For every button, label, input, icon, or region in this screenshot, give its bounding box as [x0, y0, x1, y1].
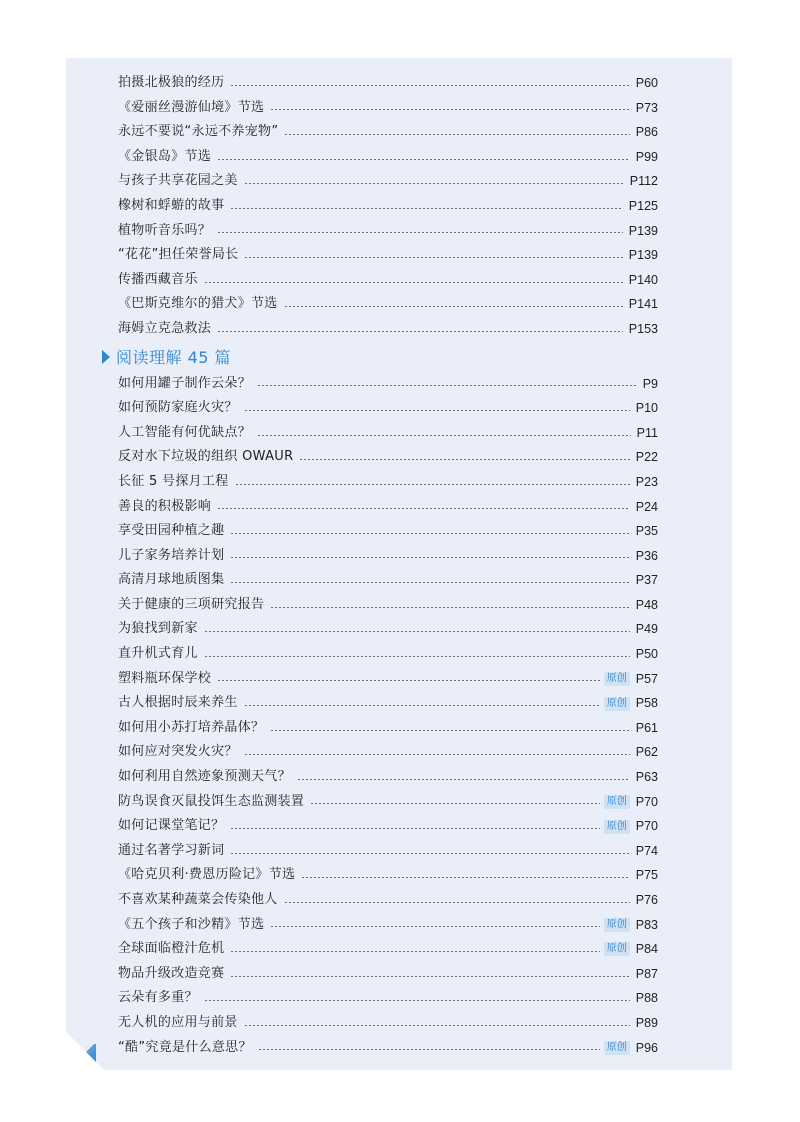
toc-entry-page: P74 — [635, 843, 658, 858]
toc-entry[interactable] — [118, 839, 658, 864]
toc-entry[interactable] — [118, 96, 658, 121]
section-marker-icon — [102, 350, 110, 364]
toc-entry-page: P48 — [635, 597, 658, 612]
reading-entries-list — [118, 372, 658, 1061]
dot-leader — [204, 656, 630, 657]
dot-leader — [217, 680, 600, 681]
toc-entry-page: P50 — [635, 647, 658, 662]
toc-entry-page: P88 — [635, 991, 658, 1006]
original-badge: 原创 — [604, 820, 630, 834]
toc-entry[interactable] — [118, 691, 658, 716]
toc-entry-page: P76 — [635, 893, 658, 907]
toc-entry-page: P86 — [635, 125, 658, 140]
toc-entry-title: 无人机的应用与前景 — [118, 1014, 238, 1030]
dot-leader — [244, 183, 624, 184]
toc-entry[interactable] — [118, 667, 658, 692]
toc-entry-title: 橡树和蜉蝣的故事 — [118, 197, 225, 213]
page-curl-corner — [66, 1032, 104, 1070]
toc-entry-title: 为狼找到新家 — [118, 621, 198, 637]
dot-leader — [297, 779, 630, 780]
toc-entry-page: P139 — [628, 223, 658, 238]
toc-entry[interactable] — [118, 292, 658, 317]
dot-leader — [258, 1049, 600, 1050]
dot-leader — [244, 754, 630, 755]
dot-leader — [270, 926, 599, 927]
dot-leader — [230, 853, 629, 854]
toc-entry-title: 《五个孩子和沙精》节选 — [118, 916, 265, 932]
dot-leader — [204, 1000, 630, 1001]
toc-entry-title: 不喜欢某种蔬菜会传染他人 — [118, 892, 278, 907]
dot-leader — [235, 484, 630, 485]
toc-entry-page: P75 — [635, 868, 658, 883]
dot-leader — [230, 208, 622, 209]
dot-leader — [230, 951, 599, 952]
toc-entry[interactable] — [118, 986, 658, 1011]
toc-entry[interactable] — [118, 962, 658, 987]
dot-leader — [284, 306, 623, 307]
dot-leader — [257, 435, 631, 436]
toc-entry-title: 直升机式育儿 — [118, 646, 198, 662]
dot-leader — [270, 730, 629, 731]
dot-leader — [299, 459, 629, 460]
dot-leader — [217, 331, 623, 332]
toc-entry-title: 《哈克贝利·费恩历险记》节选 — [118, 867, 296, 883]
toc-entry-title: 拍摄北极狼的经历 — [118, 75, 225, 90]
toc-entry-title: “酷”究竟是什么意思？ — [118, 1039, 252, 1055]
dot-leader — [230, 828, 599, 829]
toc-entry-page: P23 — [635, 474, 658, 489]
toc-entry-title: 与孩子共享花园之美 — [118, 173, 238, 189]
toc-entry[interactable] — [118, 194, 658, 219]
toc-entry-title: 享受田园种植之趣 — [118, 523, 225, 539]
toc-entry-page: P70 — [635, 794, 658, 809]
toc-entry-title: 全球面临橙汁危机 — [118, 941, 225, 957]
toc-entry-page: P62 — [635, 745, 658, 760]
dot-leader — [244, 705, 600, 706]
toc-entry-page: P58 — [635, 696, 658, 711]
toc-entry-page: P96 — [635, 1040, 658, 1055]
dot-leader — [217, 159, 630, 160]
toc-entry-title: 如何预防家庭火灾？ — [118, 400, 238, 416]
toc-entry[interactable] — [118, 863, 658, 888]
toc-entry[interactable] — [118, 243, 658, 268]
toc-entry-page: P84 — [635, 942, 658, 957]
toc-entry[interactable] — [118, 120, 658, 145]
toc-entry[interactable] — [118, 617, 658, 642]
toc-entry[interactable] — [118, 268, 658, 293]
toc-entry-page: P140 — [628, 272, 658, 287]
toc-entry[interactable] — [118, 445, 658, 470]
original-badge: 原创 — [604, 1041, 630, 1055]
toc-entry[interactable] — [118, 470, 658, 495]
toc-entry-page: P63 — [635, 770, 658, 785]
toc-entry[interactable] — [118, 740, 658, 765]
toc-entry-title: 永远不要说“永远不养宠物” — [118, 124, 279, 140]
top-entries-list — [118, 71, 658, 342]
toc-entry-page: P36 — [635, 548, 658, 563]
toc-entry-title: 如何应对突发火灾？ — [118, 744, 238, 760]
toc-entry[interactable] — [118, 1036, 658, 1061]
toc-entry[interactable] — [118, 937, 658, 962]
toc-entry-title: 如何用小苏打培养晶体？ — [118, 719, 265, 735]
toc-entry[interactable] — [118, 790, 658, 815]
toc-entry[interactable] — [118, 71, 658, 96]
section-heading — [102, 342, 658, 372]
toc-entry-page: P22 — [635, 450, 658, 465]
dot-leader — [270, 607, 629, 608]
toc-entry[interactable] — [118, 716, 658, 741]
toc-entry[interactable] — [118, 765, 658, 790]
dot-leader — [270, 109, 629, 110]
toc-entry-title: 《金银岛》节选 — [118, 148, 212, 164]
dot-leader — [217, 508, 630, 509]
toc-entry-page: P24 — [635, 499, 658, 514]
toc-entry[interactable] — [118, 913, 658, 938]
toc-entry[interactable] — [118, 888, 658, 913]
dot-leader — [204, 631, 630, 632]
toc-entry-page: P49 — [635, 622, 658, 637]
toc-entry-title: “花花”担任荣誉局长 — [118, 247, 239, 263]
toc-entry-page: P61 — [635, 720, 658, 735]
toc-entry-page: P89 — [635, 1015, 658, 1030]
toc-entry[interactable] — [118, 593, 658, 618]
toc-entry[interactable] — [118, 317, 658, 342]
toc-entry-page: P60 — [635, 76, 658, 90]
toc-entry-page: P83 — [635, 917, 658, 932]
toc-entry-title: 《巴斯克维尔的猎犬》节选 — [118, 296, 278, 312]
toc-entry-title: 防鸟误食灭鼠投饵生态监测装置 — [118, 793, 305, 809]
toc-entry-page: P10 — [635, 401, 658, 416]
toc-entry-title: 塑料瓶环保学校 — [118, 670, 212, 686]
toc-entry-title: 古人根据时辰来养生 — [118, 695, 238, 711]
toc-entry[interactable] — [118, 1011, 658, 1036]
dot-leader — [301, 877, 629, 878]
toc-entry-title: 儿子家务培养计划 — [118, 547, 225, 563]
toc-entry-title: 传播西藏音乐 — [118, 271, 198, 287]
toc-entry-page: P99 — [635, 149, 658, 164]
dot-leader — [284, 134, 629, 135]
dot-leader — [310, 803, 600, 804]
toc-entry-title: 植物听音乐吗？ — [118, 222, 212, 238]
toc-entry[interactable] — [118, 495, 658, 520]
toc-entry-page: P141 — [628, 297, 658, 312]
toc-entry-page: P125 — [628, 198, 658, 213]
toc-entry[interactable] — [118, 814, 658, 839]
toc-entry-title: 高清月球地质图集 — [118, 572, 225, 588]
toc-entry-title: 如何记课堂笔记？ — [118, 818, 225, 834]
toc-entry[interactable] — [118, 169, 658, 194]
dot-leader — [230, 557, 629, 558]
toc-entry[interactable] — [118, 642, 658, 667]
toc-entry-title: 如何利用自然迹象预测天气？ — [118, 769, 291, 785]
dot-leader — [244, 257, 622, 258]
dot-leader — [230, 533, 629, 534]
dot-leader — [284, 902, 630, 903]
dot-leader — [204, 282, 623, 283]
toc-entry-title: 关于健康的三项研究报告 — [118, 596, 265, 612]
toc-entry-title: 长征 5 号探月工程 — [118, 473, 229, 489]
toc-entry[interactable] — [118, 145, 658, 170]
toc-entry-title: 反对水下垃圾的组织 OWAUR — [118, 449, 294, 465]
toc-entry-title: 物品升级改造竞赛 — [118, 965, 225, 981]
dot-leader — [230, 85, 629, 86]
toc-entry[interactable] — [118, 544, 658, 569]
toc-entry-title: 海姆立克急救法 — [118, 320, 212, 336]
toc-entry-page: P37 — [635, 573, 658, 588]
toc-entry-page: P9 — [642, 376, 658, 391]
original-badge: 原创 — [604, 942, 630, 956]
section-heading-text: 阅读理解 45 篇 — [116, 348, 232, 368]
toc-entry[interactable] — [118, 372, 658, 397]
toc-entry[interactable] — [118, 421, 658, 446]
original-badge: 原创 — [604, 672, 630, 686]
original-badge: 原创 — [604, 918, 630, 932]
toc-entry[interactable] — [118, 519, 658, 544]
toc-entry-page: P73 — [635, 100, 658, 115]
table-of-contents — [118, 71, 658, 1060]
toc-entry[interactable] — [118, 219, 658, 244]
toc-entry-title: 云朵有多重？ — [118, 990, 198, 1006]
toc-entry-page: P112 — [629, 174, 658, 189]
toc-entry-title: 《爱丽丝漫游仙境》节选 — [118, 99, 265, 115]
original-badge: 原创 — [604, 697, 630, 711]
toc-entry-page: P70 — [635, 819, 658, 834]
toc-entry-title: 通过名著学习新词 — [118, 842, 225, 858]
dot-leader — [257, 385, 637, 386]
toc-entry-title: 善良的积极影响 — [118, 498, 212, 514]
toc-entry-page: P11 — [636, 425, 658, 440]
toc-entry-page: P35 — [635, 524, 658, 539]
dot-leader — [244, 1025, 630, 1026]
toc-entry[interactable] — [118, 396, 658, 421]
toc-entry-page: P139 — [628, 248, 658, 263]
dot-leader — [230, 976, 629, 977]
dot-leader — [244, 410, 630, 411]
dot-leader — [217, 232, 623, 233]
toc-entry-page: P57 — [635, 671, 658, 686]
dot-leader — [230, 582, 629, 583]
original-badge: 原创 — [604, 795, 630, 809]
toc-entry-page: P87 — [635, 966, 658, 981]
toc-entry-title: 如何用罐子制作云朵？ — [118, 375, 252, 391]
toc-entry[interactable] — [118, 568, 658, 593]
toc-entry-page: P153 — [628, 321, 658, 336]
toc-entry-title: 人工智能有何优缺点？ — [118, 424, 252, 440]
